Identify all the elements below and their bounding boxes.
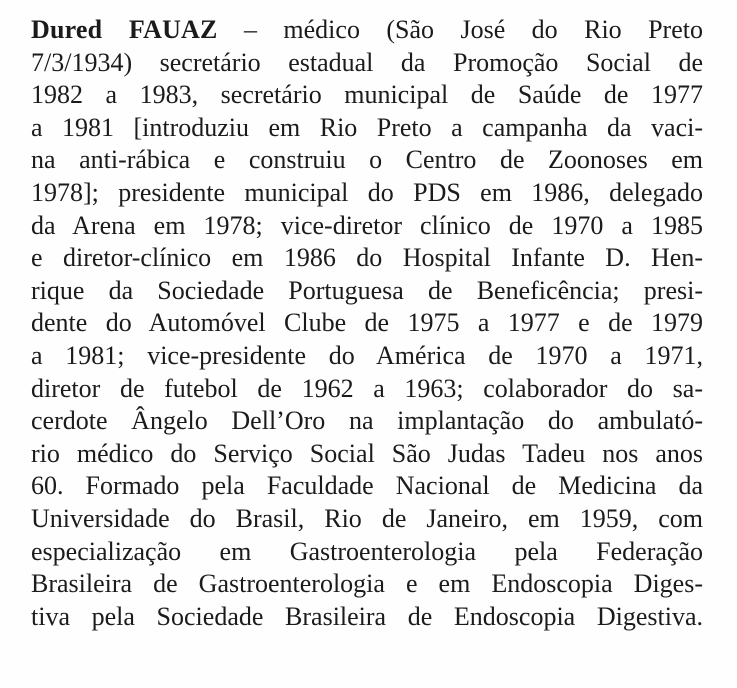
biography-entry [31,14,703,633]
person-name: Dured FAUAZ [31,15,218,44]
first-line-text: – médico (São José do Rio Preto [217,15,703,44]
text-line-16: Universidade do Brasil, Rio de Janeiro, em 1959, com [31,503,703,533]
text-line-18: Brasileira de Gastroenterologia e em Endoscopia Diges- [31,569,703,599]
text-line-1 [31,14,703,47]
text-line-4: a 1981 [introduziu em Rio Preto a campanha da vaci- [31,112,703,142]
text-line-13: cerdote Ângelo Dell’Oro na implantação do ambulató- [31,406,703,436]
text-line-12: diretor de futebol de 1962 a 1963; colaborador do sa- [31,373,703,403]
text-line-11: a 1981; vice-presidente do América de 1970 a 1971, [31,340,703,370]
text-line-9: rique da Sociedade Portuguesa de Beneficência; presi- [31,275,703,305]
text-line-7: da Arena em 1978; vice-diretor clínico de 1970 a 1985 [31,210,703,240]
text-line-5: na anti-rábica e construiu o Centro de Zoonoses em [31,145,703,175]
text-line-14: rio médico do Serviço Social São Judas Tadeu nos anos [31,438,703,468]
text-line-2: 7/3/1934) secretário estadual da Promoção Social de [31,47,703,77]
text-line-3: 1982 a 1983, secretário municipal de Saúde de 1977 [31,80,703,110]
text-line-8: e diretor-clínico em 1986 do Hospital Infante D. Hen- [31,243,703,273]
text-line-17: especialização em Gastroenterologia pela Federação [31,536,703,566]
text-line-10: dente do Automóvel Clube de 1975 a 1977 e de 1979 [31,308,703,338]
text-line-6: 1978]; presidente municipal do PDS em 1986, delegado [31,177,703,207]
text-line-19: tiva pela Sociedade Brasileira de Endoscopia Digestiva. [31,601,703,631]
text-line-15: 60. Formado pela Faculdade Nacional de Medicina da [31,471,703,501]
